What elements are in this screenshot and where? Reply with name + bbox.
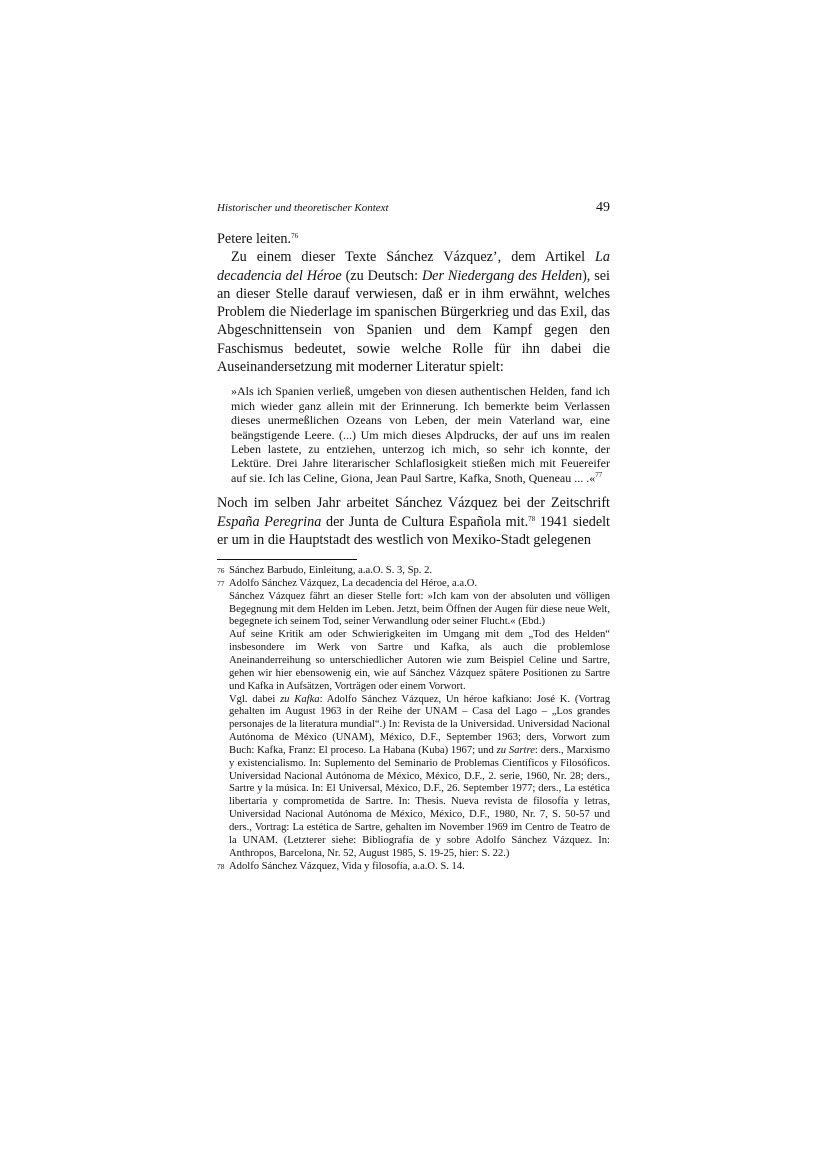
paragraph-2	[217, 248, 610, 376]
footnote-divider	[217, 559, 357, 560]
footnote-italic: zu Kafka	[280, 693, 320, 705]
title-italic: Der Niedergang des Helden	[421, 267, 583, 284]
quote-text: »Als ich Spanien verließ, umgeben von diesen authentischen Helden, fand ich mich wieder ganz allein mit der Erinnerung. Ich bemerkte beim Verlassen dieses unermeßlichen Ozeans von Leben, der mein Vaterland war, eine beängstigende Leere. (...) Um mich dieses Alpdrucks, der auf uns im realen Leben lastete, zu entziehen, unterzog ich mich, so sehr ich konnte, der Lektüre. Drei Jahre literarischer Schlaflosigkeit stießen mich mit Feuereifer auf sie. Ich las Celine, Giona, Jean Paul Sartre, Kafka, Snoth, Queneau ... .«	[231, 384, 610, 485]
footnote-77-paragraph	[217, 694, 610, 861]
footnote-ref-76[interactable]: 76	[291, 232, 299, 240]
footnote-text: Adolfo Sánchez Vázquez, Vida y filosofía, a.a.O. S. 14.	[229, 860, 465, 872]
footnote-text: : ders., Marxismo y existencialismo. In: Suplemento del Seminario de Problemas Científicos y Filosóficos. Universidad Nacional Autónoma de México, México, D.F., 2. serie, 1960, Nr. 28; ders., Sartre y la música. In: El Universal, México, D.F., 26. September 1977; ders., La estética libertaria y comprometida de Sartre. In: Thesis. Nueva revista de filosofía y letras, Universidad Nacional Autónoma de México, México, D.F., 1980, Nr. 7, S. 50-57 und ders., Vortrag: La estética de Sartre, gehalten im November 1969 im Centro de Teatro de la UNAM. (Letzterer siehe: Bibliografía de y sobre Adolfo Sánchez Vázquez. In: Anthropos, Barcelona, Nr. 52, August 1985, S. 19-25, hier: S. 22.)	[229, 744, 610, 859]
paragraph-1	[217, 230, 610, 248]
footnotes	[217, 565, 610, 873]
footnote-76	[217, 565, 610, 578]
footnote-ref-77[interactable]: 77	[595, 470, 603, 479]
footnote-text: Vgl. dabei	[229, 693, 281, 705]
paragraph-text: Noch im selben Jahr arbeitet Sánchez Vázquez bei der Zeitschrift	[217, 495, 610, 512]
footnote-text: : Adolfo Sánchez Vázquez, Un héroe kafkiano: José K. (Vortrag gehalten im August 1963 in der Reihe der UNAM – Casa del Lago – „Los grandes personajes de la literatura mundial“.) In: Revista de la Universidad. Universidad Nacional Autónoma de México (UNAM), México, D.F., September 1963; ders, Vorwort zum Buch: Kafka, Franz: El proceso. La Habana (Kuba) 1967; und	[229, 693, 610, 756]
title-italic: La decadencia del Héroe	[217, 249, 610, 284]
paragraph-text: Zu einem dieser Texte Sánchez Vázquez’, dem Artikel	[231, 249, 596, 266]
paragraph-text: ), sei an dieser Stelle darauf verwiesen, daß er in ihm erwähnt, welches Problem die Niederlage im spanischen Bürgerkrieg und das Exil, das Abgeschnittensein von Spanien und dem Kampf gegen den Faschismus bedeutet, sowie welche Rolle für ihn dabei die Auseinandersetzung mit moderner Literatur spielt:	[217, 267, 610, 376]
footnote-77-paragraph: Auf seine Kritik am oder Schwierigkeiten im Umgang mit dem „Tod des Helden“ insbesondere im Werk von Sartre und Kafka, als auch die problemlose Aneinanderreihung so unterschiedlicher Autoren wie zum Beispiel Celine und Sartre, gehen wir hier ebensowenig ein, wie auf Sánchez Vázquez spätere Positionen zu Sartre und Kafka in Aufsätzen, Vorträgen oder einem Vorwort.	[229, 629, 610, 692]
footnote-77-paragraph: Sánchez Vázquez fährt an dieser Stelle fort: »Ich kam von der absoluten und völligen Begegnung mit dem Helden im Leben. Jetzt, beim Öffnen der Augen für diese neue Welt, begegnete ich seinem Tod, seiner Verwandlung oder seiner Flucht.« (Ebd.)	[229, 590, 610, 628]
paragraph-text: (zu Deutsch:	[341, 267, 422, 284]
footnote-ref-78[interactable]: 78	[528, 514, 536, 523]
footnote-text: Adolfo Sánchez Vázquez, La decadencia del Héroe, a.a.O.	[229, 577, 478, 589]
footnote-78	[217, 861, 610, 874]
footnote-number: 76	[217, 566, 225, 576]
footnote-number: 77	[217, 578, 225, 588]
paragraph-text: Petere leiten.	[217, 231, 292, 247]
footnote-number: 78	[217, 861, 225, 871]
paragraph-3	[217, 494, 610, 549]
footnote-text: Sánchez Barbudo, Einleitung, a.a.O. S. 3, Sp. 2.	[229, 565, 433, 577]
block-quote	[231, 384, 610, 485]
page-number: 49	[596, 200, 610, 215]
title-italic: España Peregrina	[217, 513, 322, 530]
footnote-77	[217, 578, 610, 591]
page-header	[217, 200, 610, 230]
paragraph-text: 1941 siedelt er um in die Hauptstadt des westlich von Mexiko-Stadt gelegenen	[217, 513, 611, 548]
paragraph-text: der Junta de Cultura Española mit.	[321, 513, 529, 530]
page	[217, 200, 610, 873]
running-title: Historischer und theoretischer Kontext	[217, 202, 389, 214]
footnote-italic: zu Sartre	[496, 744, 535, 756]
